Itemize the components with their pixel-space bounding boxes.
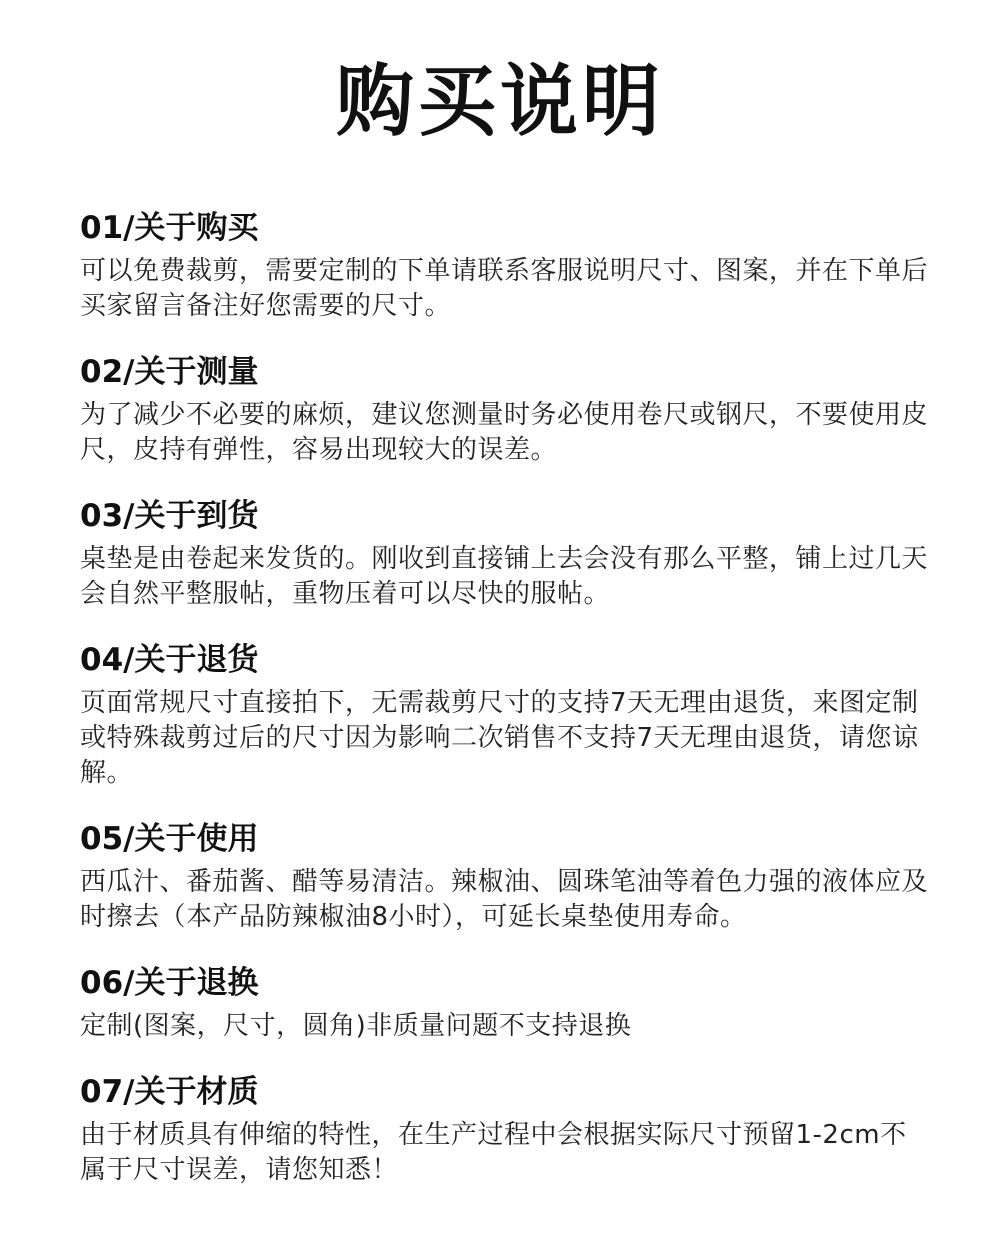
section-purchase bbox=[80, 208, 929, 324]
section-heading: 05/关于使用 bbox=[80, 821, 259, 857]
section-heading: 03/关于到货 bbox=[80, 498, 259, 534]
section-body: 为了减少不必要的麻烦，建议您测量时务必使用卷尺或钢尺，不要使用皮尺，皮持有弹性，容易出现较大的误差。 bbox=[80, 400, 929, 465]
section-material bbox=[80, 1072, 920, 1188]
section-exchange bbox=[80, 963, 920, 1044]
section-returns bbox=[80, 640, 920, 791]
section-heading: 04/关于退货 bbox=[80, 642, 259, 678]
page-title: 购买说明 bbox=[335, 57, 664, 147]
section-body: 页面常规尺寸直接拍下，无需裁剪尺寸的支持7天无理由退货，来图定制或特殊裁剪过后的尺寸因为影响二次销售不支持7天无理由退货，请您谅解。 bbox=[80, 688, 919, 788]
section-body: 定制(图案，尺寸，圆角)非质量问题不支持退换 bbox=[80, 1011, 632, 1041]
sections-list bbox=[80, 208, 929, 1188]
section-heading: 02/关于测量 bbox=[80, 354, 259, 390]
section-body: 由于材质具有伸缩的特性，在生产过程中会根据实际尺寸预留1-2cm不属于尺寸误差，请您知悉！ bbox=[80, 1120, 907, 1185]
section-heading: 01/关于购买 bbox=[80, 210, 259, 246]
section-heading: 07/关于材质 bbox=[80, 1074, 259, 1110]
section-arrival bbox=[80, 496, 929, 612]
section-measurement bbox=[80, 352, 929, 468]
section-usage bbox=[80, 819, 929, 935]
section-body: 西瓜汁、番茄酱、醋等易清洁。辣椒油、圆珠笔油等着色力强的液体应及时擦去（本产品防辣椒油8小时），可延长桌垫使用寿命。 bbox=[80, 867, 929, 932]
section-body: 可以免费裁剪，需要定制的下单请联系客服说明尺寸、图案，并在下单后买家留言备注好您需要的尺寸。 bbox=[80, 256, 929, 321]
section-body: 桌垫是由卷起来发货的。刚收到直接铺上去会没有那么平整，铺上过几天会自然平整服帖，重物压着可以尽快的服帖。 bbox=[80, 544, 929, 609]
section-heading: 06/关于退换 bbox=[80, 965, 259, 1001]
